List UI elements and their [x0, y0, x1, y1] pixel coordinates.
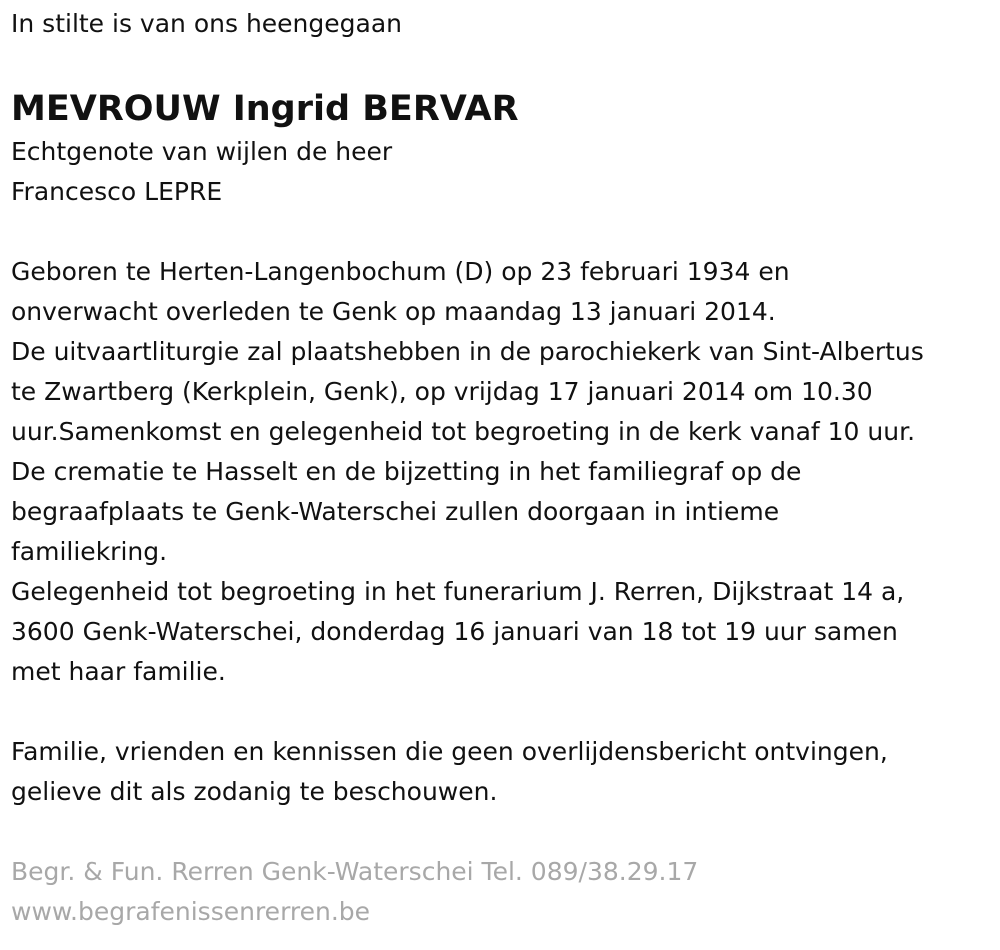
deceased-name: MEVROUW Ingrid BERVAR: [11, 89, 519, 129]
footer-block: [11, 852, 996, 932]
details-line: begraafplaats te Genk-Waterschei zullen doorgaan in intieme: [11, 497, 780, 526]
details-line: met haar familie.: [11, 657, 226, 686]
details-line: uur.Samenkomst en gelegenheid tot begroeting in de kerk vanaf 10 uur.: [11, 417, 916, 446]
intro-text: In stilte is van ons heengegaan: [11, 9, 403, 38]
details-line: Gelegenheid tot begroeting in het funerarium J. Rerren, Dijkstraat 14 a,: [11, 577, 905, 606]
spouse-block: [11, 132, 996, 212]
details-line: onverwacht overleden te Genk op maandag 13 januari 2014.: [11, 297, 776, 326]
funeral-home-contact: Begr. & Fun. Rerren Genk-Waterschei Tel. 089/38.29.17: [11, 857, 699, 886]
details-line: De uitvaartliturgie zal plaatshebben in de parochiekerk van Sint-Albertus: [11, 337, 924, 366]
details-line: familiekring.: [11, 537, 168, 566]
death-notice: [11, 4, 996, 932]
closing-block: [11, 732, 996, 812]
details-line: Geboren te Herten-Langenbochum (D) op 23 februari 1934 en: [11, 257, 790, 286]
details-block: [11, 252, 996, 692]
closing-line: gelieve dit als zodanig te beschouwen.: [11, 777, 498, 806]
details-line: 3600 Genk-Waterschei, donderdag 16 januari van 18 tot 19 uur samen: [11, 617, 898, 646]
closing-line: Familie, vrienden en kennissen die geen overlijdensbericht ontvingen,: [11, 737, 888, 766]
spouse-line: Echtgenote van wijlen de heer: [11, 137, 393, 166]
details-line: De crematie te Hasselt en de bijzetting in het familiegraf op de: [11, 457, 802, 486]
funeral-home-website: www.begrafenissenrerren.be: [11, 897, 371, 926]
details-line: te Zwartberg (Kerkplein, Genk), op vrijdag 17 januari 2014 om 10.30: [11, 377, 873, 406]
spouse-line: Francesco LEPRE: [11, 177, 223, 206]
